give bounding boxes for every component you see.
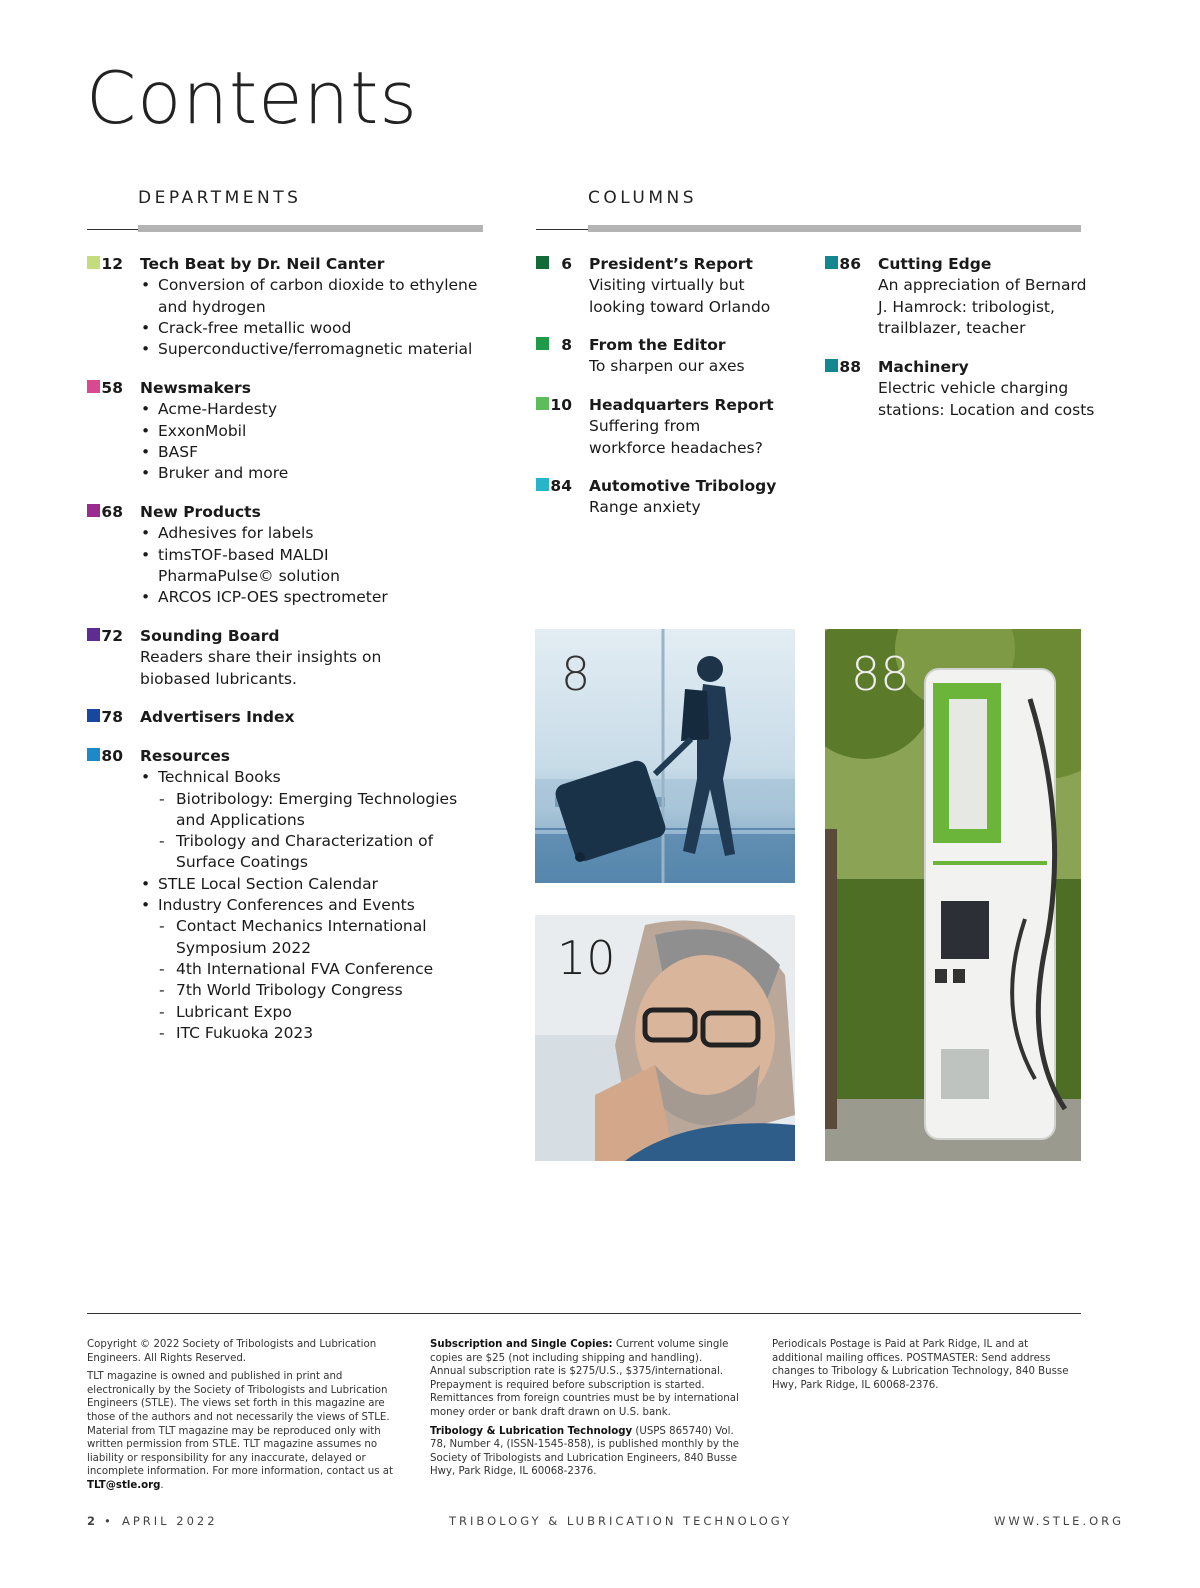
- bullet-item: • Adhesives for labels: [140, 523, 388, 544]
- entry-title: Sounding Board: [140, 627, 280, 645]
- photo-page-number: 8: [561, 647, 591, 701]
- entry-title: New Products: [140, 503, 261, 521]
- dash-item-continued: Surface Coatings: [176, 853, 308, 872]
- columns-rule-bar: [588, 225, 1081, 232]
- subscription-label: Subscription and Single Copies:: [430, 1339, 613, 1350]
- dash-item: - 4th International FVA Conference: [158, 959, 457, 980]
- dash-item: - Tribology and Characterization of: [158, 831, 457, 852]
- departments-heading: DEPARTMENTS: [138, 188, 302, 208]
- dash-item: - ITC Fukuoka 2023: [158, 1023, 457, 1044]
- entry-description: Visiting virtually but: [589, 276, 745, 295]
- page-number: 58: [101, 379, 123, 397]
- entry-title: Headquarters Report: [589, 396, 774, 414]
- dash-item: - Biotribology: Emerging Technologies: [158, 789, 457, 810]
- bullet-item: • Acme-Hardesty: [140, 399, 288, 420]
- contact-email-link[interactable]: TLT@stle.org: [87, 1479, 161, 1491]
- page-number: 78: [101, 708, 123, 726]
- charger-photo[interactable]: [825, 629, 1081, 1161]
- page-number: 86: [839, 255, 861, 273]
- publication-text: (USPS 865740) Vol. 78, Number 4, (ISSN-1545-858), is published monthly by the Society of Tribologists and Lubrication Engineers, 840 Busse Hwy, Park Ridge, IL 60068-2376.: [430, 1425, 740, 1478]
- page-number: 72: [101, 627, 123, 645]
- bullet-item: • STLE Local Section Calendar: [140, 874, 457, 895]
- entry-title: Newsmakers: [140, 379, 251, 397]
- subscription-text: Current volume single copies are $25 (not including shipping and handling). Annual subscription rate is $275/U.S., $375/international. Prepayment is required before subscription is started. Remittances from foreign countries must be by international money order or bank draft drawn on U.S. bank.: [430, 1339, 739, 1418]
- dash-item: - Contact Mechanics International: [158, 916, 457, 937]
- bullet-item-continued: and hydrogen: [158, 297, 266, 316]
- departments-rule-bar: [138, 225, 483, 232]
- entry-description: biobased lubricants.: [140, 669, 297, 688]
- bullet-item: • Crack-free metallic wood: [140, 318, 477, 339]
- bullet-item: • Bruker and more: [140, 463, 288, 484]
- footer-copyright: Copyright © 2022 Society of Tribologists and Lubrication Engineers. All Rights Reserved. TLT magazine is owned and published in print and electronically by the Society of Tribologists and Lubrication Engineers (STLE). The views set forth in this magazine are those of the authors and not necessarily the views of STLE. Material from TLT magazine may be reproduced only with written permission from STLE. TLT magazine assumes no liability or responsibility for any inaccurate, delayed or incomplete information. For more information, contact us at TLT@stle.org.: [87, 1338, 397, 1498]
- bullet-item: • BASF: [140, 442, 288, 463]
- page-number: 80: [101, 747, 123, 765]
- entry-title: Automotive Tribology: [589, 477, 777, 495]
- entry-title: From the Editor: [589, 336, 726, 354]
- publication-name: TRIBOLOGY & LUBRICATION TECHNOLOGY: [449, 1514, 793, 1528]
- photo-page-number: 88: [851, 647, 910, 701]
- traveler-photo[interactable]: [535, 629, 795, 883]
- page-number: 68: [101, 503, 123, 521]
- entry-description: Electric vehicle charging: [878, 379, 1069, 398]
- copyright-text: Copyright © 2022 Society of Tribologists and Lubrication Engineers. All Rights Reserved.: [87, 1339, 377, 1364]
- dash-item: - 7th World Tribology Congress: [158, 980, 457, 1001]
- footer-subscription: [430, 1338, 740, 1484]
- dash-item-continued: and Applications: [176, 810, 305, 829]
- page-number: 84: [550, 477, 572, 495]
- footer-dot: •: [104, 1514, 111, 1528]
- page-number: 6: [561, 255, 572, 273]
- website-link[interactable]: WWW.STLE.ORG: [994, 1514, 1125, 1528]
- bullet-item: • Industry Conferences and Events: [140, 895, 457, 916]
- entry-description: trailblazer, teacher: [878, 318, 1026, 337]
- columns-heading: COLUMNS: [588, 188, 697, 208]
- entry-title: President’s Report: [589, 255, 753, 273]
- dash-item: - Lubricant Expo: [158, 1002, 457, 1023]
- page-number-footer: 2: [87, 1514, 97, 1528]
- entry-title: Tech Beat by Dr. Neil Canter: [140, 255, 385, 273]
- footer-rule: [87, 1313, 1081, 1314]
- bullet-item: • ExxonMobil: [140, 421, 288, 442]
- entry-description: workforce headaches?: [589, 438, 763, 457]
- entry-description: An appreciation of Bernard: [878, 276, 1087, 295]
- page-title: Contents: [86, 56, 418, 140]
- issue-date: APRIL 2022: [122, 1514, 218, 1528]
- entry-description: J. Hamrock: tribologist,: [878, 297, 1055, 316]
- entry-description: Range anxiety: [589, 498, 701, 517]
- bullet-item: • timsTOF-based MALDI: [140, 545, 388, 566]
- entry-description: To sharpen our axes: [589, 357, 745, 376]
- publisher-text: TLT magazine is owned and published in print and electronically by the Society of Tribologists and Lubrication Engineers (STLE). The views set forth in this magazine are those of the authors and not necessarily the views of STLE. Material from TLT magazine may be reproduced only with written permission from STLE. TLT magazine assumes no liability or responsibility for any inaccurate, delayed or incomplete information. For more information, contact us at: [87, 1371, 394, 1478]
- ev-charger-illustration: [825, 629, 1081, 1161]
- bullet-item-continued: PharmaPulse© solution: [158, 566, 340, 585]
- page-number: 88: [839, 358, 861, 376]
- entry-title: Cutting Edge: [878, 255, 992, 273]
- entry-title: Advertisers Index: [140, 708, 295, 726]
- bullet-item: • Conversion of carbon dioxide to ethylene: [140, 275, 477, 296]
- entry-description: Readers share their insights on: [140, 648, 382, 667]
- publication-label: Tribology & Lubrication Technology: [430, 1425, 633, 1437]
- postage-text: Periodicals Postage is Paid at Park Ridge, IL and at additional mailing offices. POSTMASTER: Send address changes to Tribology & Lubrication Technology, 840 Busse Hwy, Park Ridge, IL 60068-2376.: [772, 1339, 1069, 1391]
- bullet-item: • Technical Books: [140, 767, 457, 788]
- page-number: 12: [101, 255, 123, 273]
- page-number: 8: [561, 336, 572, 354]
- photo-page-number: 10: [557, 931, 616, 985]
- entry-title: Resources: [140, 747, 230, 765]
- headache-photo[interactable]: [535, 915, 795, 1161]
- entry-description: stations: Location and costs: [878, 400, 1095, 419]
- entry-description: Suffering from: [589, 417, 701, 436]
- entry-description: looking toward Orlando: [589, 297, 771, 316]
- bullet-item: • Superconductive/ferromagnetic material: [140, 339, 477, 360]
- entry-title: Machinery: [878, 358, 969, 376]
- footer-postage: [772, 1338, 1072, 1397]
- dash-item-continued: Symposium 2022: [176, 938, 312, 957]
- bullet-item: • ARCOS ICP-OES spectrometer: [140, 587, 388, 608]
- page-number: 10: [550, 396, 572, 414]
